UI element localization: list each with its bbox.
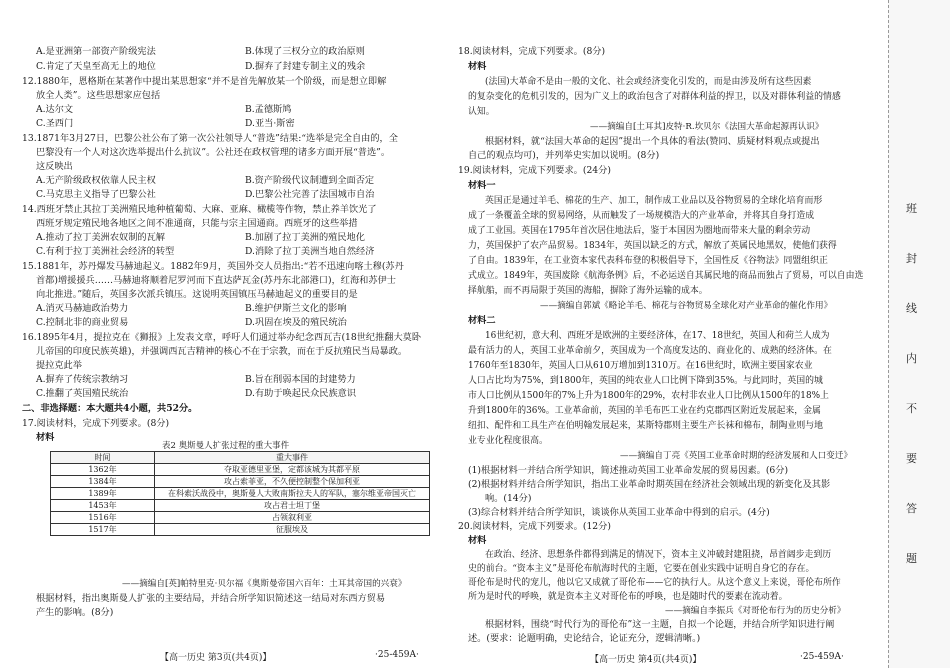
- q12-stem-1: 12.1880年，恩格斯在某著作中提出某思想家“并不是首先解放某一个阶级，而是想立即解: [22, 76, 387, 87]
- left-footer: 【高一历史 第3页(共4页)】: [160, 653, 272, 663]
- m2-text-1: 16世纪初，意大利、西班牙是欧洲的主要经济体，在17、18世纪，英国人和荷兰人成为: [485, 331, 830, 341]
- table-row: [51, 512, 430, 524]
- ottoman-events-table: [50, 451, 430, 536]
- margin-char: 不: [906, 402, 917, 415]
- material-2-label: 材料二: [468, 315, 496, 326]
- m1-text-5: 了自由。1839年，在工业资本家代表科布登的积极倡导下，全国性反《谷物法》同盟组织正: [468, 256, 828, 266]
- material-1-label: 材料一: [468, 180, 496, 191]
- q18-source: ——摘编自[土耳其]皮特·R.坎贝尔《法国大革命起源再认识》: [590, 122, 824, 132]
- q11-option-a: A.是亚洲第一部资产阶级宪法: [36, 46, 156, 57]
- q15-stem-3: 向北推进。”随后，英国多次派兵镇压。这说明英国镇压马赫迪起义的重要目的是: [36, 289, 358, 300]
- m2-source: ——摘编自丁亮《英国工业革命时期的经济发展和人口变迁》: [620, 451, 853, 461]
- q15-option-b: B.维护伊斯兰文化的影响: [245, 303, 347, 314]
- q20-text-4: 所为是时代的呼唤，就是资本主义对哥伦布的呼唤，也是随时代的要素在流动着。: [468, 592, 788, 602]
- q16-option-b: B.旨在削弱本国的封建势力: [245, 374, 356, 385]
- table-cell-event: 夺取亚德里亚堡，定都该城为其都平原: [155, 464, 430, 476]
- q19-requirement-2b: 响。(14分): [485, 493, 532, 504]
- q16-stem-1: 16.1895年4月，提拉克在《狮报》上发表文章，呼吁人们通过举办纪念西瓦吉(18世纪推翻大莫卧: [22, 332, 422, 343]
- q12-option-c: C.圣西门: [36, 118, 74, 129]
- q16-stem-3: 提拉克此举: [36, 360, 82, 371]
- m1-text-4: 力，英国保护了农产品贸易。1834年，英国以缺乏的方式，解放了英属民地黑奴，使他们获得: [468, 241, 837, 251]
- q20-text-2: 史的前台。“资本主义”是哥伦布航海时代的主题，它要在创业实践中证明自身它的存在。: [468, 564, 815, 574]
- q16-option-c: C.推翻了英国殖民统治: [36, 388, 129, 399]
- q11-option-b: B.体现了三权分立的政治原则: [245, 46, 365, 57]
- q18-text-3: 认知。: [468, 107, 495, 117]
- q14-stem-2: 西班牙规定殖民地各地区之间不准通商，只能与宗主国通商。西班牙的这些举措: [36, 218, 358, 229]
- table-cell-year: 1516年: [51, 512, 155, 524]
- table-caption: 表2 奥斯曼人扩张过程的重大事件: [162, 441, 290, 451]
- q20-requirement-1: 根据材料，围绕“时代行为的哥伦布”这一主题，自拟一个论题，并结合所学知识进行阐: [485, 619, 835, 630]
- m1-text-7: 择航船，而不再局限于英国的海船，摒除了海外运输的成本。: [468, 286, 708, 296]
- q20-material-label: 材料: [468, 535, 487, 546]
- q17-source: ——摘编自[英]帕特里克·贝尔福《奥斯曼帝国六百年：土耳其帝国的兴衰》: [122, 579, 407, 589]
- q15-option-c: C.控制北非的商业贸易: [36, 317, 129, 328]
- q18-requirement-1: 根据材料，就“法国大革命的起因”提出一个具体的看法(赞同、质疑材料观点或提出: [485, 136, 820, 147]
- q11-option-c: C.肯定了天皇至高无上的地位: [36, 61, 156, 72]
- right-footer-code: ·25-459A·: [800, 652, 844, 662]
- table-cell-year: 1384年: [51, 476, 155, 488]
- binding-margin: [888, 0, 950, 668]
- q15-option-d: D.巩固在埃及的殖民统治: [245, 317, 347, 328]
- q18-material-label: 材料: [468, 61, 487, 72]
- q14-option-d: D.消除了拉丁美洲当地自然经济: [245, 246, 375, 257]
- table-header-event: 重大事件: [155, 452, 430, 464]
- m1-source: ——摘编自郭斌《略论羊毛、棉花与谷物贸易全球化对产业革命的催化作用》: [540, 301, 833, 311]
- table-cell-event: 征服埃及: [155, 524, 430, 536]
- margin-char: 封: [906, 252, 917, 265]
- q19-heading: 19.阅读材料，完成下列要求。(24分): [458, 165, 611, 176]
- q11-option-d: D.摒弃了封建专制主义的残余: [245, 61, 366, 72]
- margin-char: 内: [906, 352, 917, 365]
- margin-char: 班: [906, 202, 917, 215]
- margin-char: 答: [906, 502, 917, 515]
- q13-stem-1: 13.1871年3月27日，巴黎公社公布了第一次公社领导人“普选”结果:“选举是完全自由的，全: [22, 133, 398, 144]
- table-cell-year: 1517年: [51, 524, 155, 536]
- m2-text-5: 市人口比例从1500年的7%上升为1800年的29%，农村非农业人口比例从1500年的18%上: [468, 391, 829, 401]
- q15-stem-2: 首都)增援援兵……马赫迪将顺着尼罗河而下直达萨瓦金(苏丹东北部港口)，红海和苏伊士: [36, 275, 396, 286]
- m1-text-1: 英国正是通过羊毛、棉花的生产、加工，制作成工业品以及谷物贸易的全球化培育而形: [485, 196, 823, 206]
- q18-text-1: (法国)大革命不是由一般的文化、社会或经济变化引发的，而是由涉及所有这些因素: [485, 77, 812, 87]
- q17-heading: 17.阅读材料，完成下列要求。(8分): [22, 418, 170, 429]
- m2-text-8: 业专业化程度很高。: [468, 436, 548, 446]
- q20-requirement-2: 述。(要求：论题明确，史论结合，论证充分，逻辑清晰。): [468, 633, 701, 644]
- table-cell-event: 攻占索菲亚，不久便控制整个保加利亚: [155, 476, 430, 488]
- left-footer-code: ·25-459A·: [375, 650, 419, 660]
- right-page: [450, 0, 880, 668]
- q16-stem-2: 儿帝国的印度民族英雄)，并强调西瓦吉精神的核心不在于宗教，而在于反抗殖民当局暴政。: [36, 346, 408, 357]
- table-cell-year: 1389年: [51, 488, 155, 500]
- q19-requirement-3: (3)综合材料并结合所学知识，谈谈你从英国工业革命中得到的启示。(4分): [468, 507, 770, 518]
- q20-source: ——摘编自李振兵《对哥伦布行为的历史分析》: [665, 606, 846, 616]
- margin-char: 线: [906, 302, 917, 315]
- q20-heading: 20.阅读材料，完成下列要求。(12分): [458, 521, 611, 532]
- m1-text-2: 成了一条覆盖全球的贸易网络，从而触发了一场规模浩大的产业革命，并将其自身打造成: [468, 211, 815, 221]
- q20-text-3: 哥伦布是时代的宠儿，他以它又成就了哥伦布——它的执行人。从这个意义上来说，哥伦布所作: [468, 578, 841, 588]
- table-row: [51, 488, 430, 500]
- table-cell-event: 攻占君士坦丁堡: [155, 500, 430, 512]
- table-row: [51, 464, 430, 476]
- margin-char: 要: [906, 452, 917, 465]
- m2-text-3: 1760年至1830年，英国人口从610万增加到1310万。在16世纪时，欧洲主要国家农业: [468, 361, 813, 371]
- q13-option-c: C.马克思主义指导了巴黎公社: [36, 189, 156, 200]
- table-header-row: [51, 452, 430, 464]
- q17-requirement-1: 根据材料，指出奥斯曼人扩张的主要结局，并结合所学知识简述这一结局对东西方贸易: [36, 593, 386, 604]
- table-cell-event: 在科索沃战役中，奥斯曼人大败南斯拉夫人的军队，塞尔维亚帝国灭亡: [155, 488, 430, 500]
- m2-text-4: 人口占比均为75%，到1800年，英国的纯农业人口比例下降到35%。与此同时，英国的城: [468, 376, 823, 386]
- q14-stem-1: 14.西班牙禁止其拉丁美洲殖民地种植葡萄、大麻、亚麻、橄榄等作物，禁止养羊饮光了: [22, 204, 377, 215]
- table-header-time: 时间: [51, 452, 155, 464]
- q17-requirement-2: 产生的影响。(8分): [36, 607, 114, 618]
- part2-heading: 二、非选择题：本大题共4小题，共52分。: [22, 403, 198, 414]
- q12-option-b: B.孟德斯鸠: [245, 104, 292, 115]
- q13-stem-3: 这反映出: [36, 161, 73, 172]
- q12-option-d: D.亚当·斯密: [245, 118, 295, 129]
- q13-option-b: B.资产阶级代议制遭到全面否定: [245, 175, 375, 186]
- q14-option-b: B.加剧了拉丁美洲的殖民地化: [245, 232, 365, 243]
- table-row: [51, 476, 430, 488]
- m2-text-6: 升到1800年的36%。工业革命前，英国的羊毛布匹工业在约克郡西区附近发展起来，金属: [468, 406, 821, 416]
- table-cell-year: 1453年: [51, 500, 155, 512]
- q13-option-d: D.巴黎公社完善了法国城市自治: [245, 189, 375, 200]
- q17-material-label: 材料: [36, 432, 55, 443]
- q12-stem-2: 放全人类”。这些思想家应包括: [36, 90, 161, 101]
- margin-char: 题: [906, 552, 917, 565]
- q15-option-a: A.消灭马赫迪政治势力: [36, 303, 129, 314]
- q19-requirement-1: (1)根据材料一并结合所学知识，简述推动英国工业革命发展的贸易因素。(6分): [468, 465, 789, 476]
- q18-requirement-2: 自己的观点均可)，并列举史实加以说明。(8分): [468, 150, 660, 161]
- q14-option-c: C.有利于拉丁美洲社会经济的转型: [36, 246, 175, 257]
- q15-stem-1: 15.1881年，苏丹爆发马赫迪起义。1882年9月，英国外交人员指出:“若不迅速向喀土穆(苏丹: [22, 261, 404, 272]
- q16-option-d: D.有助于唤起民众民族意识: [245, 388, 357, 399]
- table-row: [51, 524, 430, 536]
- m1-text-6: 式成立。1849年，英国废除《航海条例》后，不必运送自其属民地的商品而独占了贸易，可以自由选: [468, 271, 864, 281]
- q20-text-1: 在政治、经济、思想条件都得到满足的情况下，资本主义冲破封建阻挠，昂首阔步走到历: [485, 550, 832, 560]
- q16-option-a: A.摒弃了传统宗教纳习: [36, 374, 129, 385]
- right-footer: 【高一历史 第4页(共4页)】: [590, 655, 702, 665]
- m2-text-2: 最有活力的人，英国工业革命前夕，英国成为一个高度发达的、商业化的、成熟的经济体。在: [468, 346, 832, 356]
- q13-stem-2: 巴黎没有一个人对这次选举提出什么抗议”。公社还在政权管理的诸多方面开展“普选”。: [36, 147, 391, 158]
- q12-option-a: A.达尔文: [36, 104, 74, 115]
- q18-heading: 18.阅读材料，完成下列要求。(8分): [458, 46, 606, 57]
- q19-requirement-2a: (2)根据材料并结合所学知识，指出工业革命时期英国在经济社会领域出现的新变化及其影: [468, 479, 831, 490]
- table-row: [51, 500, 430, 512]
- table-cell-event: 占领叙利亚: [155, 512, 430, 524]
- q13-option-a: A.无产阶级政权依靠人民主权: [36, 175, 156, 186]
- table-cell-year: 1362年: [51, 464, 155, 476]
- m2-text-7: 纽扣、配件和工具生产在伯明翰发展起来，某斯特郡则主要生产长袜和棉布，制陶业则与地: [468, 421, 823, 431]
- q18-text-2: 的复杂变化的危机引发的，因为广义上的政治包含了对群体利益的捍卫，以及对群体利益的情感: [468, 92, 841, 102]
- q14-option-a: A.推动了拉丁美洲农奴制的瓦解: [36, 232, 165, 243]
- left-page: [0, 0, 450, 668]
- m1-text-3: 成了工业国。英国在1795年首次居住地法后，鉴于本国因为圈地而带来大量的剩余劳动: [468, 226, 811, 236]
